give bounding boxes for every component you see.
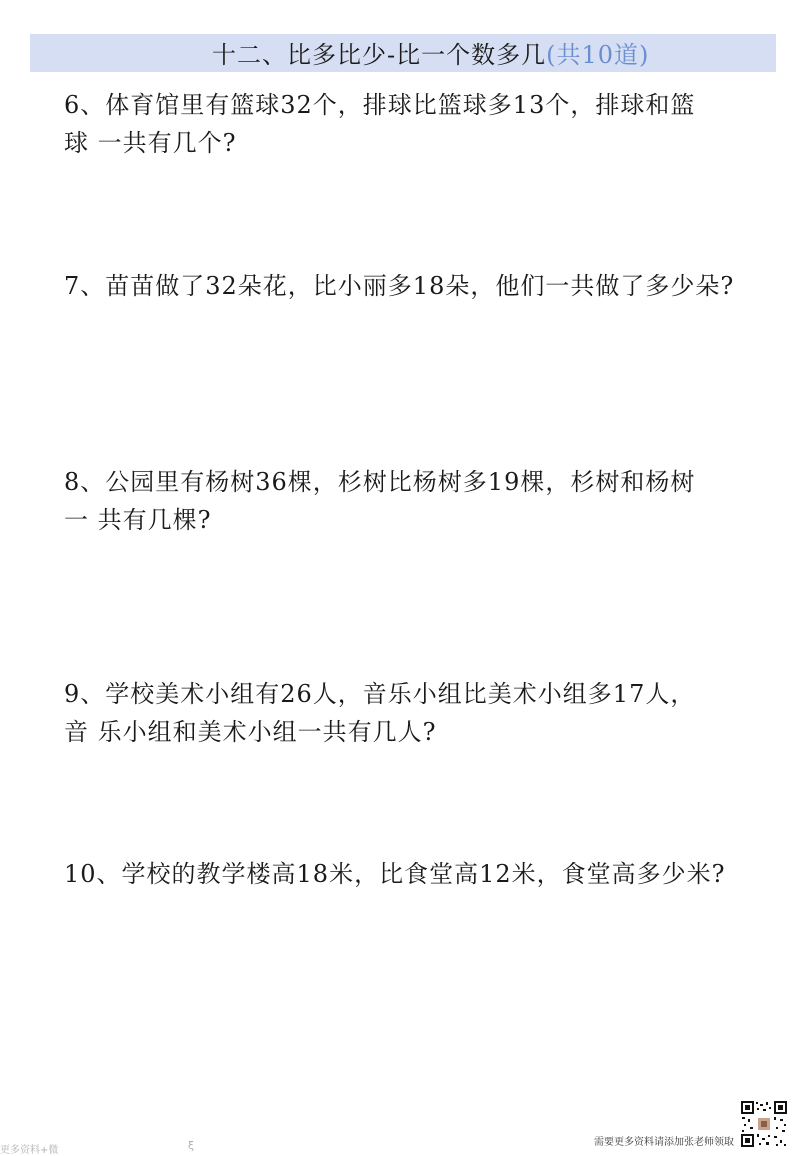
question-9-line-2: 音 乐小组和美术小组一共有几人? [64,718,437,746]
qr-code-icon [740,1100,788,1148]
question-10-line-1: 10、学校的教学楼高18米，比食堂高12米，食堂高多少米? [64,860,726,888]
footer-left-text: 更多资料+微 [0,1145,59,1156]
question-count: (共10道) [546,41,650,69]
question-9-line-1: 9、学校美术小组有26人，音乐小组比美术小组多17人， [64,680,696,708]
page-title-text: 十二、比多比少-比一个数多几 [212,41,547,69]
footer-right-text: 需要更多资料请添加张老师领取 [594,1137,734,1148]
footer-left-mark: ξ [188,1139,195,1152]
question-8 [64,463,695,539]
question-8-line-1: 8、公园里有杨树36棵，杉树比杨树多19棵，杉树和杨树 [64,468,696,496]
question-10 [64,855,725,893]
page-title [212,40,649,70]
question-7-line-1: 7、苗苗做了32朵花，比小丽多18朵，他们一共做了多少朵? [64,272,735,300]
question-6-line-1: 6、体育馆里有篮球32个，排球比篮球多13个，排球和篮 [64,91,696,119]
question-6-line-2: 球 一共有几个? [64,129,237,157]
question-8-line-2: 一 共有几棵? [64,506,212,534]
question-6 [64,86,695,162]
question-9 [64,675,695,751]
question-7 [64,267,734,305]
